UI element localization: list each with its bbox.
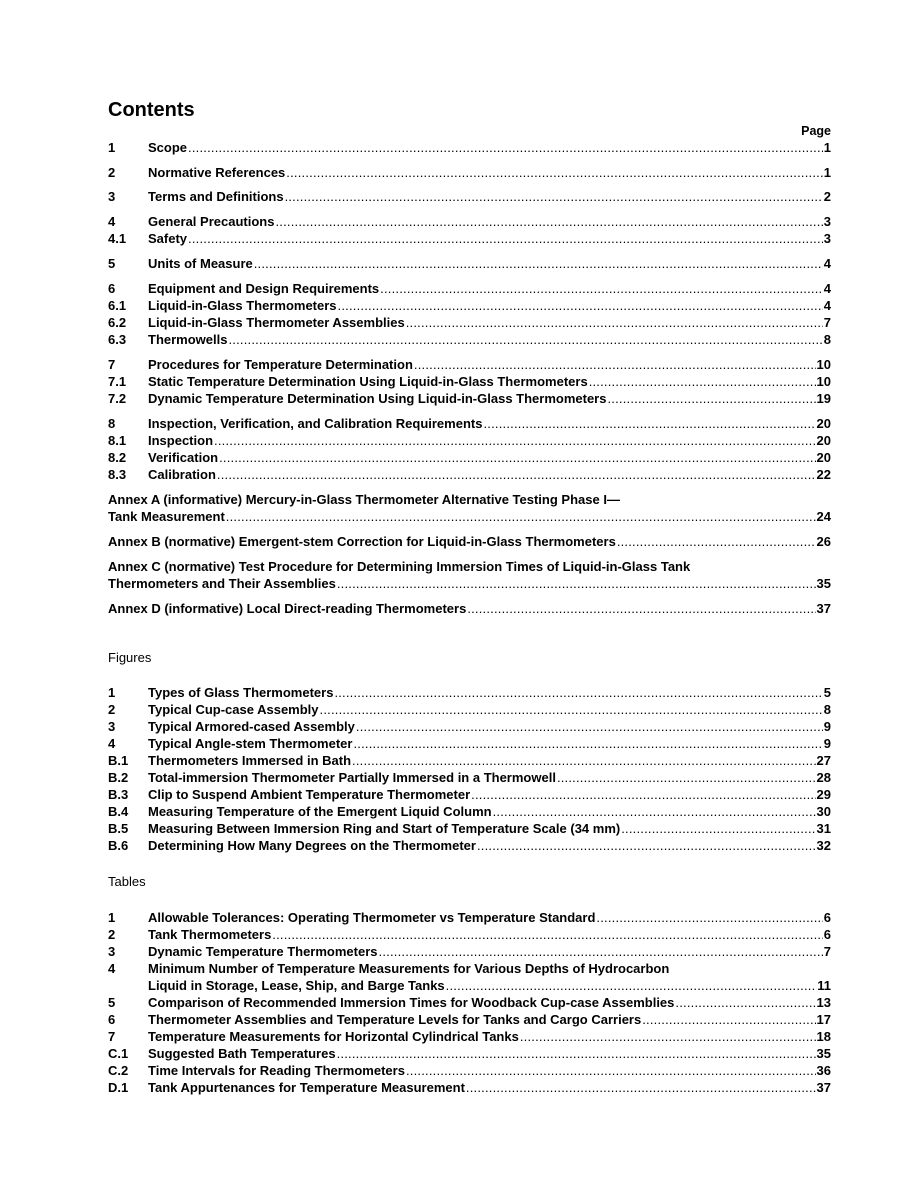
entry-title: Liquid-in-Glass Thermometers — [148, 298, 337, 313]
entry-page-number: 10 — [816, 374, 831, 389]
entry-number: 6.1 — [108, 298, 127, 313]
page-column-label: Page — [801, 124, 831, 138]
dot-leader — [353, 735, 822, 752]
entry-title: Thermometers and Their Assemblies — [108, 576, 336, 591]
dot-leader — [338, 297, 823, 314]
toc-entry[interactable] — [108, 331, 831, 348]
dot-leader — [352, 752, 816, 769]
entry-title: Determining How Many Degrees on the Thermometer — [148, 838, 476, 853]
entry-page-number: 22 — [816, 467, 831, 482]
entry-page-number: 8 — [823, 332, 831, 347]
entry-number: 1 — [108, 685, 116, 700]
entry-title: Safety — [148, 231, 188, 246]
entry-page-number: 35 — [816, 1046, 831, 1061]
entry-number: 7.2 — [108, 391, 127, 406]
entry-page-number: 3 — [823, 214, 831, 229]
dot-leader — [493, 803, 816, 820]
toc-entry[interactable] — [108, 188, 831, 205]
entry-page-number: 1 — [823, 165, 831, 180]
entry-title: Typical Angle-stem Thermometer — [148, 736, 353, 751]
entry-title: Annex D (informative) Local Direct-reading Thermometers — [108, 601, 467, 616]
entry-title: Verification — [148, 450, 219, 465]
entry-title: Terms and Definitions — [148, 189, 284, 204]
figure-entry[interactable] — [108, 786, 831, 803]
entry-number: 3 — [108, 189, 116, 204]
entry-number: 4 — [108, 961, 116, 976]
entry-number: 4 — [108, 214, 116, 229]
figure-entry[interactable] — [108, 701, 831, 718]
entry-title: Measuring Temperature of the Emergent Liquid Column — [148, 804, 492, 819]
toc-entry[interactable] — [108, 230, 831, 247]
entry-page-number: 7 — [823, 315, 831, 330]
dot-leader — [228, 331, 822, 348]
table-entry[interactable] — [108, 943, 831, 960]
entry-title: Liquid in Storage, Lease, Ship, and Barge Tanks — [148, 978, 445, 993]
entry-number: B.1 — [108, 753, 129, 768]
entry-page-number: 26 — [816, 534, 831, 549]
dot-leader — [379, 943, 823, 960]
toc-entry[interactable] — [108, 213, 831, 230]
dot-leader — [188, 139, 823, 156]
entry-page-number: 32 — [816, 838, 831, 853]
dot-leader — [214, 432, 816, 449]
toc-entry[interactable] — [108, 356, 831, 373]
entry-page-number: 31 — [816, 821, 831, 836]
entry-page-number: 4 — [823, 298, 831, 313]
dot-leader — [466, 1079, 816, 1096]
entry-title-line1: Minimum Number of Temperature Measurements for Various Depths of Hydrocarbon — [148, 961, 670, 976]
dot-leader — [621, 820, 815, 837]
entry-title: Units of Measure — [148, 256, 253, 271]
dot-leader — [226, 508, 816, 525]
dot-leader — [337, 1045, 816, 1062]
dot-leader — [254, 255, 823, 272]
entry-page-number: 11 — [817, 978, 831, 993]
entry-number: 7 — [108, 1029, 116, 1044]
toc-entry[interactable] — [108, 139, 831, 156]
toc-entry[interactable] — [108, 314, 831, 331]
dot-leader — [356, 718, 823, 735]
entry-page-number: 5 — [823, 685, 831, 700]
dot-leader — [380, 280, 823, 297]
entry-page-number: 19 — [816, 391, 831, 406]
entry-page-number: 37 — [816, 1080, 831, 1095]
dot-leader — [217, 466, 816, 483]
entry-title: Allowable Tolerances: Operating Thermometer vs Temperature Standard — [148, 910, 596, 925]
entry-title: Dynamic Temperature Determination Using Liquid-in-Glass Thermometers — [148, 391, 607, 406]
toc-entry[interactable] — [108, 280, 831, 297]
table-entry[interactable] — [108, 1011, 831, 1028]
entry-number: 6.3 — [108, 332, 127, 347]
dot-leader — [446, 977, 817, 994]
entry-number: 6 — [108, 1012, 116, 1027]
dot-leader — [589, 373, 816, 390]
dot-leader — [414, 356, 816, 373]
dot-leader — [483, 415, 815, 432]
entry-number: C.2 — [108, 1063, 129, 1078]
entry-title: Annex B (normative) Emergent-stem Correction for Liquid-in-Glass Thermometers — [108, 534, 616, 549]
tables-heading: Tables — [108, 874, 146, 889]
entry-page-number: 24 — [816, 509, 831, 524]
annex-entry-heading — [108, 491, 831, 508]
entry-page-number: 27 — [816, 753, 831, 768]
entry-title: Tank Measurement — [108, 509, 225, 524]
entry-title: Dynamic Temperature Thermometers — [148, 944, 378, 959]
entry-page-number: 3 — [823, 231, 831, 246]
entry-title: Procedures for Temperature Determination — [148, 357, 413, 372]
toc-entry[interactable] — [108, 255, 831, 272]
entry-title: Time Intervals for Reading Thermometers — [148, 1063, 405, 1078]
entry-number: 8 — [108, 416, 116, 431]
entry-page-number: 8 — [823, 702, 831, 717]
dot-leader — [188, 230, 823, 247]
entry-page-number: 28 — [816, 770, 831, 785]
entry-title-line1: Annex C (normative) Test Procedure for Determining Immersion Times of Liquid-in-Glass Tank — [108, 559, 691, 574]
entry-number: 3 — [108, 719, 116, 734]
entry-page-number: 1 — [823, 140, 831, 155]
entry-number: 5 — [108, 995, 116, 1010]
entry-title: Tank Appurtenances for Temperature Measurement — [148, 1080, 465, 1095]
dot-leader — [477, 837, 816, 854]
dot-leader — [334, 684, 822, 701]
entry-title: Thermometer Assemblies and Temperature Levels for Tanks and Cargo Carriers — [148, 1012, 642, 1027]
table-entry[interactable] — [108, 1028, 831, 1045]
dot-leader — [275, 213, 822, 230]
entry-number: 2 — [108, 165, 116, 180]
entry-page-number: 18 — [816, 1029, 831, 1044]
table-entry[interactable] — [108, 1045, 831, 1062]
dot-leader — [520, 1028, 816, 1045]
dot-leader — [471, 786, 815, 803]
entry-number: 7.1 — [108, 374, 127, 389]
dot-leader — [406, 314, 823, 331]
entry-title: Typical Armored-cased Assembly — [148, 719, 355, 734]
annex-entry[interactable] — [108, 533, 831, 550]
entry-number: 6 — [108, 281, 116, 296]
entry-page-number: 35 — [816, 576, 831, 591]
entry-page-number: 36 — [816, 1063, 831, 1078]
entry-number: D.1 — [108, 1080, 129, 1095]
entry-title: Types of Glass Thermometers — [148, 685, 334, 700]
table-entry-heading — [108, 960, 831, 977]
entry-number: B.2 — [108, 770, 129, 785]
entry-page-number: 13 — [816, 995, 831, 1010]
entry-page-number: 9 — [823, 719, 831, 734]
figure-entry[interactable] — [108, 769, 831, 786]
figure-entry[interactable] — [108, 718, 831, 735]
entry-title: Scope — [148, 140, 188, 155]
entry-page-number: 9 — [823, 736, 831, 751]
table-entry[interactable] — [108, 1079, 831, 1096]
entry-number: C.1 — [108, 1046, 129, 1061]
toc-entry[interactable] — [108, 373, 831, 390]
page-title: Contents — [108, 99, 195, 121]
toc-entry[interactable] — [108, 432, 831, 449]
entry-number: 2 — [108, 927, 116, 942]
entry-number: 1 — [108, 140, 116, 155]
table-entry[interactable] — [108, 994, 831, 1011]
entry-title: Temperature Measurements for Horizontal Cylindrical Tanks — [148, 1029, 519, 1044]
entry-number: 2 — [108, 702, 116, 717]
toc-entry[interactable] — [108, 297, 831, 314]
toc-entry[interactable] — [108, 415, 831, 432]
annex-entry-heading — [108, 558, 831, 575]
table-entry[interactable] — [108, 909, 831, 926]
entry-title: Inspection, Verification, and Calibration Requirements — [148, 416, 483, 431]
figure-entry[interactable] — [108, 752, 831, 769]
entry-title: Thermometers Immersed in Bath — [148, 753, 352, 768]
annex-entry[interactable] — [108, 600, 831, 617]
figure-entry[interactable] — [108, 837, 831, 854]
figure-entry[interactable] — [108, 820, 831, 837]
dot-leader — [596, 909, 822, 926]
entry-number: B.6 — [108, 838, 129, 853]
entry-number: 3 — [108, 944, 116, 959]
annex-entry[interactable] — [108, 508, 831, 525]
dot-leader — [219, 449, 815, 466]
entry-title: General Precautions — [148, 214, 275, 229]
dot-leader — [467, 600, 815, 617]
entry-title: Comparison of Recommended Immersion Times for Woodback Cup-case Assemblies — [148, 995, 675, 1010]
entry-title: Clip to Suspend Ambient Temperature Thermometer — [148, 787, 471, 802]
entry-title: Suggested Bath Temperatures — [148, 1046, 336, 1061]
entry-page-number: 20 — [816, 433, 831, 448]
dot-leader — [617, 533, 816, 550]
entry-page-number: 2 — [823, 189, 831, 204]
entry-page-number: 29 — [816, 787, 831, 802]
entry-number: 7 — [108, 357, 116, 372]
annex-entry[interactable] — [108, 575, 831, 592]
entry-number: B.3 — [108, 787, 129, 802]
figures-heading: Figures — [108, 650, 152, 665]
entry-number: B.5 — [108, 821, 129, 836]
dot-leader — [642, 1011, 815, 1028]
toc-entry[interactable] — [108, 466, 831, 483]
entry-page-number: 37 — [816, 601, 831, 616]
toc-entry[interactable] — [108, 390, 831, 407]
entry-title: Calibration — [148, 467, 216, 482]
entry-title: Static Temperature Determination Using Liquid-in-Glass Thermometers — [148, 374, 588, 389]
entry-number: 4.1 — [108, 231, 127, 246]
entry-page-number: 20 — [816, 416, 831, 431]
entry-number: 8.2 — [108, 450, 127, 465]
entry-number: 8.1 — [108, 433, 127, 448]
entry-page-number: 7 — [823, 944, 831, 959]
dot-leader — [557, 769, 816, 786]
entry-number: 5 — [108, 256, 116, 271]
dot-leader — [285, 188, 823, 205]
entry-number: 1 — [108, 910, 116, 925]
entry-title: Total-immersion Thermometer Partially Immersed in a Thermowell — [148, 770, 556, 785]
entry-number: B.4 — [108, 804, 129, 819]
dot-leader — [337, 575, 816, 592]
entry-page-number: 17 — [816, 1012, 831, 1027]
figure-entry[interactable] — [108, 684, 831, 701]
entry-page-number: 10 — [816, 357, 831, 372]
entry-page-number: 20 — [816, 450, 831, 465]
dot-leader — [286, 164, 822, 181]
entry-page-number: 4 — [823, 281, 831, 296]
toc-entry[interactable] — [108, 164, 831, 181]
entry-page-number: 6 — [823, 927, 831, 942]
entry-page-number: 4 — [823, 256, 831, 271]
entry-number: 6.2 — [108, 315, 127, 330]
figure-entry[interactable] — [108, 735, 831, 752]
toc-entry[interactable] — [108, 449, 831, 466]
entry-title: Measuring Between Immersion Ring and Start of Temperature Scale (34 mm) — [148, 821, 621, 836]
table-entry[interactable] — [108, 926, 831, 943]
dot-leader — [675, 994, 815, 1011]
entry-title: Tank Thermometers — [148, 927, 272, 942]
dot-leader — [272, 926, 822, 943]
table-entry[interactable] — [108, 977, 831, 994]
entry-title: Normative References — [148, 165, 286, 180]
entry-page-number: 6 — [823, 910, 831, 925]
dot-leader — [320, 701, 823, 718]
entry-title: Thermowells — [148, 332, 228, 347]
entry-title-line1: Annex A (informative) Mercury-in-Glass Thermometer Alternative Testing Phase I— — [108, 492, 620, 507]
dot-leader — [406, 1062, 816, 1079]
entry-title: Equipment and Design Requirements — [148, 281, 380, 296]
table-entry[interactable] — [108, 1062, 831, 1079]
entry-number: 4 — [108, 736, 116, 751]
dot-leader — [607, 390, 815, 407]
entry-page-number: 30 — [816, 804, 831, 819]
figure-entry[interactable] — [108, 803, 831, 820]
entry-number: 8.3 — [108, 467, 127, 482]
entry-title: Inspection — [148, 433, 214, 448]
entry-title: Liquid-in-Glass Thermometer Assemblies — [148, 315, 405, 330]
entry-title: Typical Cup-case Assembly — [148, 702, 319, 717]
